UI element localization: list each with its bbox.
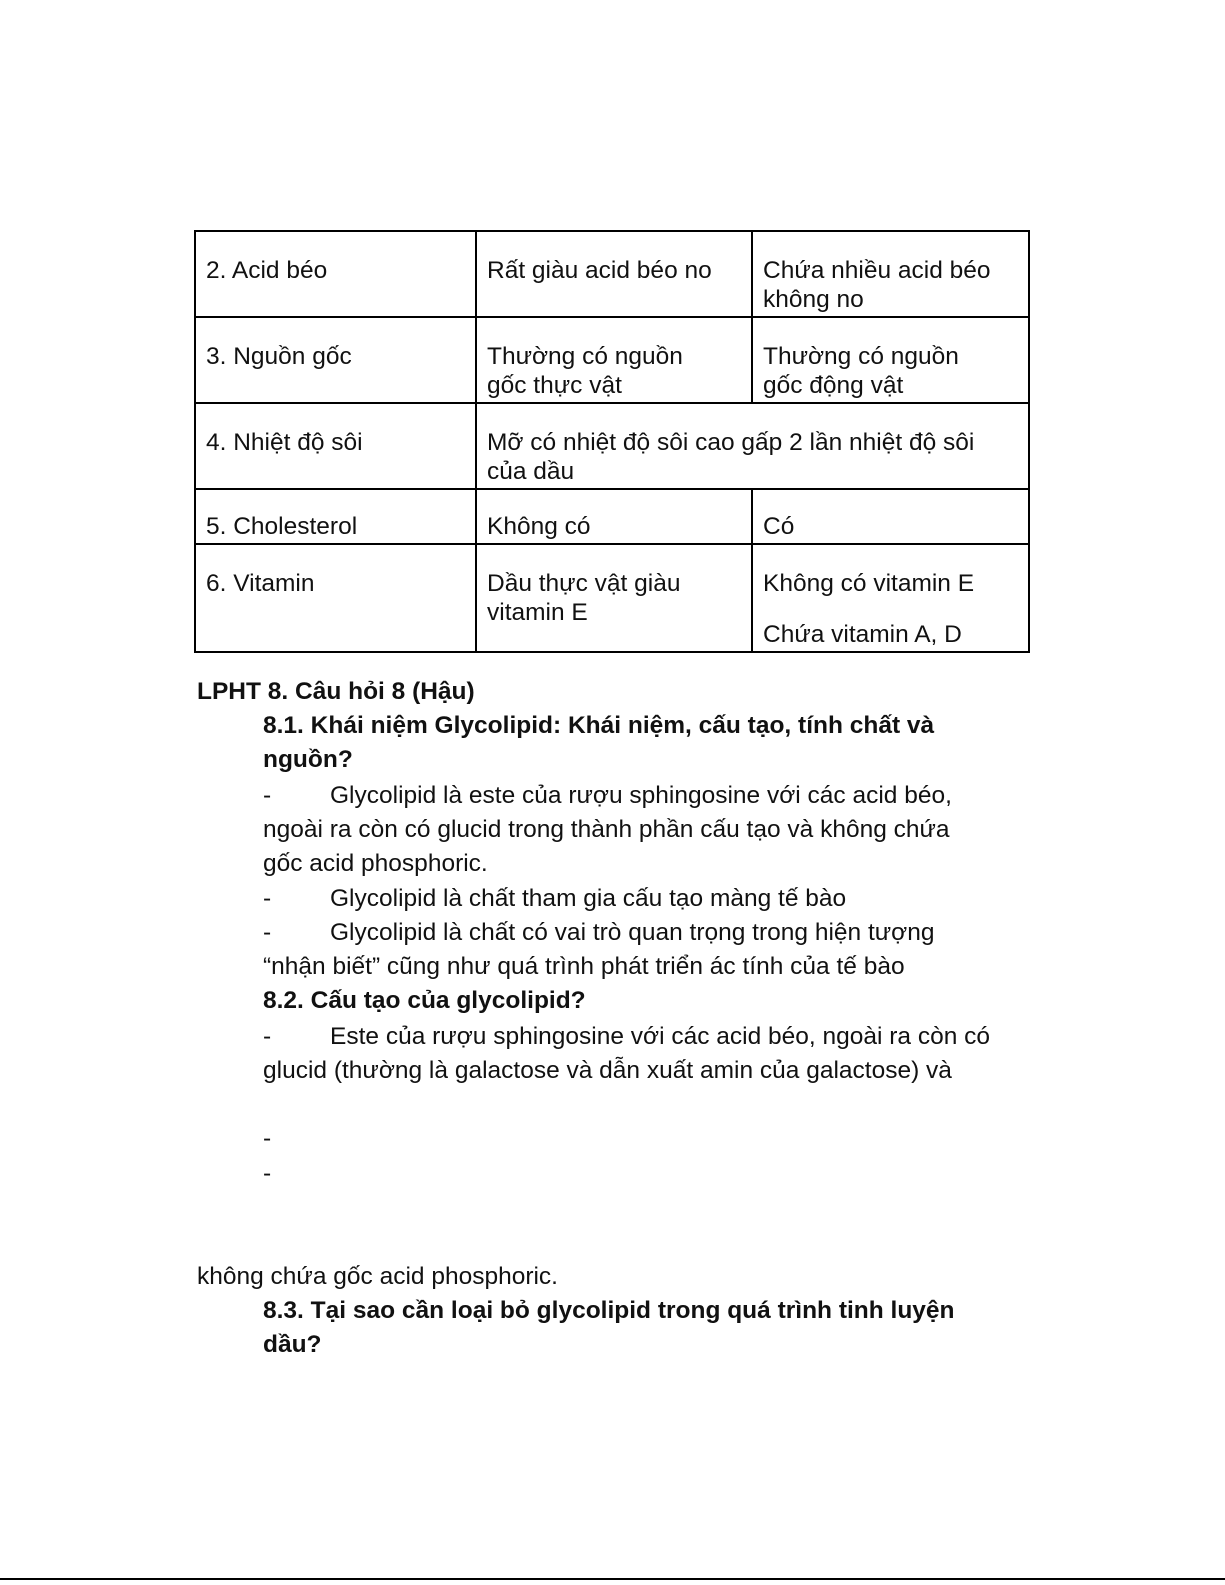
table-cell-fat: Không có vitamin E Chứa vitamin A, D — [752, 544, 1029, 652]
bullet-dash: - — [263, 1023, 272, 1050]
table-cell-criterion: 5. Cholesterol — [195, 489, 476, 544]
bullet-1-line1: Glycolipid là este của rượu sphingosine với các acid béo, — [330, 782, 952, 809]
table-cell-criterion: 2. Acid béo — [195, 231, 476, 317]
bullet-1-line2: ngoài ra còn có glucid trong thành phần cấu tạo và không chứa — [263, 816, 950, 843]
table-cell-criterion: 4. Nhiệt độ sôi — [195, 403, 476, 489]
bullet-2-line1: Glycolipid là chất tham gia cấu tạo màng tế bào — [330, 885, 847, 912]
table-row — [195, 403, 1029, 489]
question-8-3-title-line1: 8.3. Tại sao cần loại bỏ glycolipid trong quá trình tinh luyện — [263, 1297, 955, 1324]
section-heading: LPHT 8. Câu hỏi 8 (Hậu) — [197, 678, 475, 705]
bullet-dash: - — [263, 782, 272, 809]
table-cell-oil: Thường có nguồn gốc thực vật — [476, 317, 752, 403]
table-row — [195, 317, 1029, 403]
table-cell-oil: Không có — [476, 489, 752, 544]
table-cell-merged: Mỡ có nhiệt độ sôi cao gấp 2 lần nhiệt độ sôi của dầu — [476, 403, 1029, 489]
question-8-2-title: 8.2. Cấu tạo của glycolipid? — [263, 987, 586, 1014]
table-row — [195, 489, 1029, 544]
table-cell-criterion: 6. Vitamin — [195, 544, 476, 652]
bullet-3-line1: Glycolipid là chất có vai trò quan trọng trong hiện tượng — [330, 919, 935, 946]
bullet-4-line2: glucid (thường là galactose và dẫn xuất amin của galactose) và — [263, 1057, 952, 1084]
empty-bullet-dash: - — [263, 1125, 272, 1152]
bullet-dash: - — [263, 919, 272, 946]
bullet-4-line1: Este của rượu sphingosine với các acid béo, ngoài ra còn có — [330, 1023, 991, 1050]
table-row — [195, 544, 1029, 652]
table-cell-fat: Thường có nguồn gốc động vật — [752, 317, 1029, 403]
bullet-dash: - — [263, 885, 272, 912]
question-8-1-title-line2: nguồn? — [263, 746, 353, 773]
table-row — [195, 231, 1029, 317]
empty-bullet-dash: - — [263, 1160, 272, 1187]
question-8-1-title-line1: 8.1. Khái niệm Glycolipid: Khái niệm, cấu tạo, tính chất và — [263, 712, 935, 739]
page-bottom-border — [0, 1578, 1225, 1580]
table-cell-fat: Có — [752, 489, 1029, 544]
bullet-1-line3: gốc acid phosphoric. — [263, 850, 488, 877]
bullet-3-line2: “nhận biết” cũng như quá trình phát triển ác tính của tế bào — [263, 953, 905, 980]
table-cell-oil: Dầu thực vật giàu vitamin E — [476, 544, 752, 652]
question-8-3-title-line2: dầu? — [263, 1331, 322, 1358]
continuation-text: không chứa gốc acid phosphoric. — [197, 1263, 558, 1290]
table-cell-fat: Chứa nhiều acid béo không no — [752, 231, 1029, 317]
table-cell-oil: Rất giàu acid béo no — [476, 231, 752, 317]
comparison-table — [194, 230, 1030, 653]
table-cell-criterion: 3. Nguồn gốc — [195, 317, 476, 403]
